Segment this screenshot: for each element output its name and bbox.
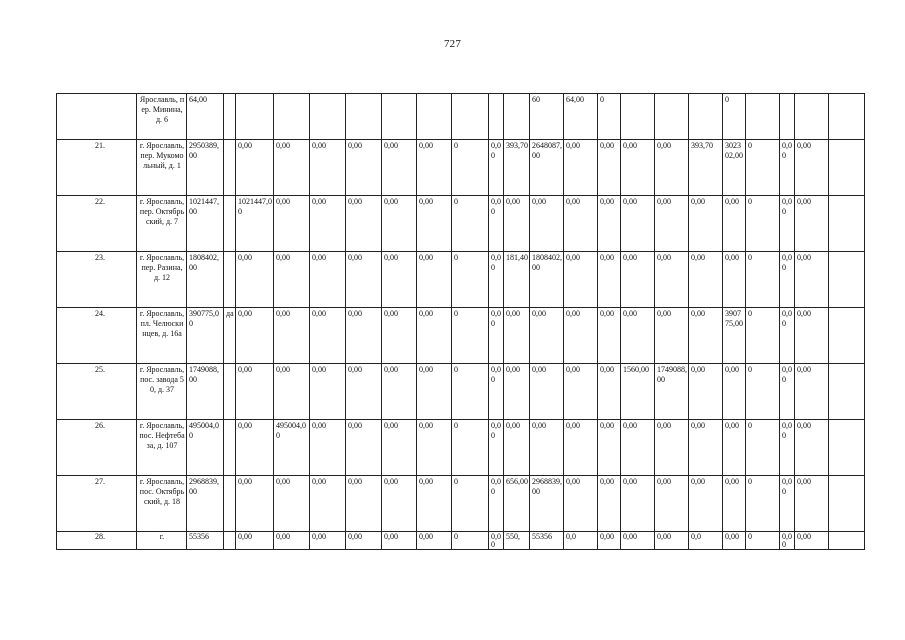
value-cell: 550, [504, 532, 530, 550]
value-cell: 0,00 [417, 364, 452, 420]
table-row [57, 364, 865, 420]
value-cell: 0,00 [417, 140, 452, 196]
row-number-cell [57, 94, 137, 140]
value-cell: 0,00 [530, 420, 564, 476]
value-cell: 0,00 [346, 532, 382, 550]
value-cell: 0,00 [621, 252, 655, 308]
value-cell: 0,00 [621, 532, 655, 550]
value-cell: 0,00 [530, 308, 564, 364]
value-cell: 0,00 [795, 196, 829, 252]
value-cell: 0,00 [346, 140, 382, 196]
value-cell: 0,00 [723, 420, 746, 476]
value-cell: 0,00 [417, 476, 452, 532]
empty-cell [829, 476, 865, 532]
value-cell: 2968839,00 [530, 476, 564, 532]
value-cell: 0,00 [564, 196, 598, 252]
value-cell: 0,00 [689, 252, 723, 308]
table-row [57, 476, 865, 532]
value-cell: 390775,00 [187, 308, 224, 364]
value-cell: 393,70 [689, 140, 723, 196]
value-cell: 0,00 [598, 252, 621, 308]
value-cell: 64,00 [187, 94, 224, 140]
value-cell: 0,00 [274, 140, 310, 196]
value-cell: 0,00 [530, 364, 564, 420]
row-number-cell: 24. [57, 308, 137, 364]
empty-cell [829, 308, 865, 364]
value-cell: 0,00 [655, 420, 689, 476]
value-cell [746, 94, 780, 140]
value-cell: 0 [746, 252, 780, 308]
value-cell [224, 532, 236, 550]
value-cell [689, 94, 723, 140]
value-cell: 0,00 [489, 476, 504, 532]
value-cell: 0,00 [236, 252, 274, 308]
value-cell: 0,00 [236, 364, 274, 420]
value-cell: 0,00 [310, 476, 346, 532]
value-cell: 0,00 [780, 532, 795, 550]
value-cell [829, 94, 865, 140]
row-number-cell: 21. [57, 140, 137, 196]
value-cell: 0,00 [504, 420, 530, 476]
value-cell: 0,00 [382, 196, 417, 252]
value-cell: 0,00 [346, 420, 382, 476]
value-cell: 0,00 [310, 364, 346, 420]
value-cell: 1749088,00 [655, 364, 689, 420]
value-cell [452, 94, 489, 140]
value-cell: 0,00 [621, 308, 655, 364]
value-cell: 0,00 [598, 420, 621, 476]
row-number-cell: 25. [57, 364, 137, 420]
address-cell: г. Ярославль, пос. Нефтебаза, д. 107 [137, 420, 187, 476]
value-cell: 0,00 [489, 420, 504, 476]
value-cell: 0,00 [655, 476, 689, 532]
value-cell [382, 94, 417, 140]
value-cell: 0,00 [236, 420, 274, 476]
row-number-cell: 26. [57, 420, 137, 476]
value-cell: 0,00 [655, 252, 689, 308]
value-cell: 0,00 [621, 196, 655, 252]
value-cell: 0,00 [417, 420, 452, 476]
value-cell: 1808402,00 [530, 252, 564, 308]
empty-cell [829, 140, 865, 196]
value-cell: 0,00 [489, 252, 504, 308]
value-cell: 2968839,00 [187, 476, 224, 532]
value-cell: 0,00 [236, 308, 274, 364]
value-cell: 0,00 [310, 532, 346, 550]
value-cell: 0,00 [689, 308, 723, 364]
value-cell: 0,00 [310, 140, 346, 196]
value-cell: 0,00 [795, 532, 829, 550]
table-row [57, 420, 865, 476]
value-cell [346, 94, 382, 140]
value-cell: 0,00 [417, 308, 452, 364]
value-cell: 0,00 [274, 532, 310, 550]
table-row [57, 196, 865, 252]
value-cell: 0,00 [780, 140, 795, 196]
value-cell: 55356 [187, 532, 224, 550]
data-table [56, 93, 865, 550]
value-cell: 0,00 [598, 140, 621, 196]
value-cell [655, 94, 689, 140]
value-cell [224, 94, 236, 140]
value-cell: 0,00 [780, 308, 795, 364]
value-cell [795, 94, 829, 140]
value-cell: 0,00 [598, 476, 621, 532]
value-cell: 0,00 [310, 196, 346, 252]
value-cell: 0 [746, 196, 780, 252]
value-cell: 495004,00 [187, 420, 224, 476]
value-cell: 0,00 [795, 140, 829, 196]
value-cell: 0,00 [346, 252, 382, 308]
value-cell: 0,00 [489, 364, 504, 420]
value-cell: 0 [452, 308, 489, 364]
value-cell: 0,00 [689, 364, 723, 420]
table-row [57, 308, 865, 364]
value-cell: 1021447,00 [236, 196, 274, 252]
value-cell: 0,00 [236, 532, 274, 550]
value-cell: 0,00 [504, 308, 530, 364]
value-cell: 0,00 [598, 196, 621, 252]
value-cell: 302302,00 [723, 140, 746, 196]
value-cell: 0,00 [564, 420, 598, 476]
address-cell: г. Ярославль, пос. Октябрьский, д. 18 [137, 476, 187, 532]
value-cell: 0,00 [236, 140, 274, 196]
value-cell: 1021447,00 [187, 196, 224, 252]
value-cell: 0,00 [780, 252, 795, 308]
value-cell: 0,00 [795, 476, 829, 532]
empty-cell [829, 196, 865, 252]
value-cell: 0 [598, 94, 621, 140]
value-cell: 0,00 [655, 532, 689, 550]
value-cell: 0,00 [382, 140, 417, 196]
value-cell: 0 [452, 196, 489, 252]
value-cell: 0,0 [689, 532, 723, 550]
value-cell: 0,00 [723, 196, 746, 252]
value-cell: 0 [746, 420, 780, 476]
value-cell: 0,00 [236, 476, 274, 532]
address-cell: г. Ярославль, пер. Мукомольный, д. 1 [137, 140, 187, 196]
table-row [57, 532, 865, 550]
value-cell: 0,00 [564, 364, 598, 420]
empty-cell [829, 420, 865, 476]
address-cell: г. Ярославль, пер. Октябрьский, д. 7 [137, 196, 187, 252]
value-cell: 0,00 [621, 140, 655, 196]
value-cell: 0,00 [564, 140, 598, 196]
value-cell: 1808402,00 [187, 252, 224, 308]
table-row [57, 252, 865, 308]
value-cell: 0,00 [504, 364, 530, 420]
value-cell: 0,00 [310, 252, 346, 308]
value-cell: 0,00 [417, 252, 452, 308]
value-cell [236, 94, 274, 140]
value-cell: 0,0 [564, 532, 598, 550]
value-cell: 0 [746, 364, 780, 420]
value-cell: 0,00 [346, 476, 382, 532]
value-cell: 0 [723, 94, 746, 140]
value-cell [621, 94, 655, 140]
value-cell: 0,00 [598, 364, 621, 420]
value-cell: 64,00 [564, 94, 598, 140]
value-cell: 0,00 [274, 364, 310, 420]
value-cell: 0,00 [310, 308, 346, 364]
value-cell: 0,00 [382, 252, 417, 308]
value-cell: 0,00 [795, 420, 829, 476]
value-cell: 0,00 [780, 420, 795, 476]
value-cell: 0,00 [382, 420, 417, 476]
value-cell: 390775,00 [723, 308, 746, 364]
value-cell: 0,00 [382, 532, 417, 550]
value-cell: 0,00 [504, 196, 530, 252]
value-cell: 0 [452, 140, 489, 196]
value-cell: 0,00 [564, 252, 598, 308]
value-cell: 0 [452, 532, 489, 550]
value-cell: 55356 [530, 532, 564, 550]
row-number-cell: 23. [57, 252, 137, 308]
value-cell [274, 94, 310, 140]
empty-cell [829, 364, 865, 420]
value-cell: 0,00 [780, 476, 795, 532]
value-cell: 0 [452, 476, 489, 532]
value-cell: 0,00 [780, 196, 795, 252]
value-cell: 0,00 [274, 196, 310, 252]
value-cell: 0,00 [655, 308, 689, 364]
value-cell: 60 [530, 94, 564, 140]
value-cell: 0 [746, 476, 780, 532]
value-cell: 0,00 [564, 308, 598, 364]
value-cell: 0,00 [346, 196, 382, 252]
value-cell: 0,00 [489, 532, 504, 550]
value-cell: 0,00 [655, 196, 689, 252]
value-cell: 0,00 [530, 196, 564, 252]
value-cell [224, 252, 236, 308]
value-cell [310, 94, 346, 140]
value-cell: 0,00 [382, 476, 417, 532]
address-cell: г. [137, 532, 187, 550]
value-cell [224, 364, 236, 420]
page-number: 727 [443, 38, 462, 50]
value-cell: 0,00 [689, 476, 723, 532]
value-cell: 393,70 [504, 140, 530, 196]
value-cell: 0,00 [417, 196, 452, 252]
value-cell: 0,00 [489, 308, 504, 364]
value-cell: 0,00 [795, 308, 829, 364]
value-cell: 0,00 [274, 476, 310, 532]
value-cell: 0,00 [795, 252, 829, 308]
value-cell: 0,00 [723, 252, 746, 308]
value-cell: 2648087,00 [530, 140, 564, 196]
value-cell: 0 [746, 140, 780, 196]
value-cell [224, 476, 236, 532]
value-cell: 0,00 [274, 252, 310, 308]
value-cell [224, 140, 236, 196]
value-cell: 1749088,00 [187, 364, 224, 420]
value-cell: 181,40 [504, 252, 530, 308]
value-cell: 0,00 [598, 308, 621, 364]
value-cell: 0,00 [795, 364, 829, 420]
value-cell: 0,00 [723, 532, 746, 550]
value-cell [489, 94, 504, 140]
value-cell: 0,00 [723, 364, 746, 420]
value-cell: 0 [452, 252, 489, 308]
value-cell: 0 [452, 420, 489, 476]
row-number-cell: 22. [57, 196, 137, 252]
value-cell: 0,00 [489, 196, 504, 252]
value-cell [780, 94, 795, 140]
value-cell: 0,00 [274, 308, 310, 364]
address-cell: г. Ярославль, пл. Челюскинцев, д. 16а [137, 308, 187, 364]
value-cell: да [224, 308, 236, 364]
value-cell: 2950389,00 [187, 140, 224, 196]
table-row [57, 94, 865, 140]
value-cell: 0,00 [598, 532, 621, 550]
value-cell: 0,00 [621, 476, 655, 532]
value-cell [417, 94, 452, 140]
value-cell: 0,00 [780, 364, 795, 420]
value-cell: 0,00 [621, 420, 655, 476]
address-cell: Ярославль, пер. Минина, д. 6 [137, 94, 187, 140]
address-cell: г. Ярославль, пос. завода 50, д. 37 [137, 364, 187, 420]
value-cell: 1560,00 [621, 364, 655, 420]
value-cell: 656,00 [504, 476, 530, 532]
row-number-cell: 27. [57, 476, 137, 532]
value-cell: 0,00 [564, 476, 598, 532]
value-cell [224, 420, 236, 476]
value-cell: 0,00 [689, 196, 723, 252]
value-cell: 0,00 [655, 140, 689, 196]
value-cell [504, 94, 530, 140]
empty-cell [829, 252, 865, 308]
value-cell: 0,00 [489, 140, 504, 196]
value-cell: 0,00 [689, 420, 723, 476]
address-cell: г. Ярославль, пер. Разина, д. 12 [137, 252, 187, 308]
value-cell: 0 [452, 364, 489, 420]
value-cell: 0,00 [723, 476, 746, 532]
value-cell: 0,00 [382, 308, 417, 364]
row-number-cell: 28. [57, 532, 137, 550]
value-cell: 0,00 [417, 532, 452, 550]
value-cell: 0,00 [382, 364, 417, 420]
value-cell: 0,00 [346, 364, 382, 420]
value-cell: 0,00 [346, 308, 382, 364]
value-cell: 0,00 [310, 420, 346, 476]
value-cell: 0 [746, 308, 780, 364]
empty-cell [829, 532, 865, 550]
value-cell [224, 196, 236, 252]
table-row [57, 140, 865, 196]
value-cell: 0 [746, 532, 780, 550]
value-cell: 495004,00 [274, 420, 310, 476]
